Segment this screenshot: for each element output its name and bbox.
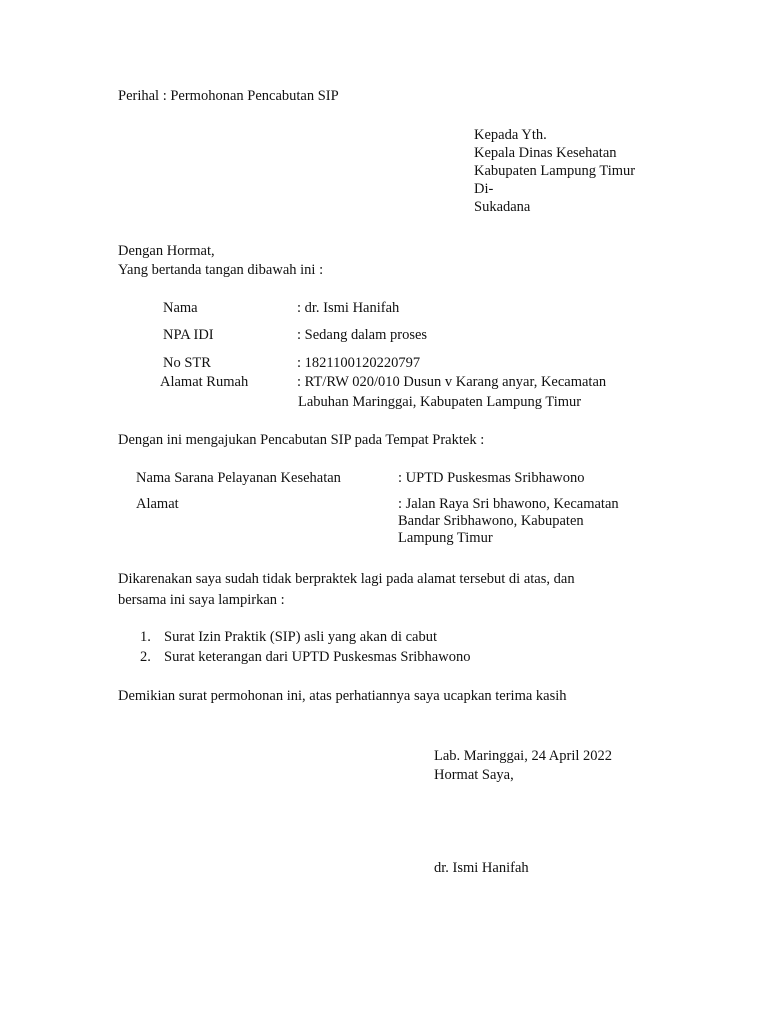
recipient-line: Sukadana <box>474 199 531 215</box>
recipient-line: Di- <box>474 181 494 197</box>
intro-text: Yang bertanda tangan dibawah ini : <box>118 262 324 278</box>
attachment-list-item <box>140 648 470 666</box>
applicant-npa-value: : Sedang dalam proses <box>297 327 428 343</box>
facility-address-line: : Jalan Raya Sri bhawono, Kecamatan <box>398 496 619 512</box>
closing-text: Demikian surat permohonan ini, atas perhatiannya saya ucapkan terima kasih <box>118 688 567 704</box>
recipient-line: Kepala Dinas Kesehatan <box>474 145 617 161</box>
subject-line: Perihal : Permohonan Pencabutan SIP <box>118 88 339 104</box>
facility-address-label: Alamat <box>136 496 179 512</box>
list-number: 1. <box>140 629 151 645</box>
reason-text: bersama ini saya lampirkan : <box>118 592 285 608</box>
applicant-str-value: : 1821100120220797 <box>297 355 421 371</box>
attachment-list-item <box>140 628 437 646</box>
facility-name-label: Nama Sarana Pelayanan Kesehatan <box>136 470 341 486</box>
applicant-npa-label: NPA IDI <box>163 327 214 343</box>
facility-address-line: Lampung Timur <box>398 530 493 546</box>
applicant-address-line: : RT/RW 020/010 Dusun v Karang anyar, Kecamatan <box>297 374 607 390</box>
recipient-line: Kabupaten Lampung Timur <box>474 163 636 179</box>
attachment-text: Surat keterangan dari UPTD Puskesmas Sribhawono <box>164 649 471 665</box>
applicant-str-label: No STR <box>163 355 211 371</box>
applicant-address-line: Labuhan Maringgai, Kabupaten Lampung Timur <box>298 394 582 410</box>
list-number: 2. <box>140 649 151 665</box>
recipient-block <box>474 126 635 216</box>
recipient-line: Kepada Yth. <box>474 127 547 143</box>
attachment-text: Surat Izin Praktik (SIP) asli yang akan di cabut <box>164 629 438 645</box>
applicant-name-label: Nama <box>163 300 198 316</box>
regards: Hormat Saya, <box>434 767 514 783</box>
applicant-name-value: : dr. Ismi Hanifah <box>297 300 400 316</box>
place-date: Lab. Maringgai, 24 April 2022 <box>434 748 613 764</box>
reason-text: Dikarenakan saya sudah tidak berpraktek lagi pada alamat tersebut di atas, dan <box>118 571 575 587</box>
facility-address-line: Bandar Sribhawono, Kabupaten <box>398 513 584 529</box>
greeting: Dengan Hormat, <box>118 243 215 259</box>
signer-name: dr. Ismi Hanifah <box>434 860 529 876</box>
request-intro: Dengan ini mengajukan Pencabutan SIP pada Tempat Praktek : <box>118 432 485 448</box>
applicant-address-label: Alamat Rumah <box>160 374 249 390</box>
facility-name-value: : UPTD Puskesmas Sribhawono <box>398 470 585 486</box>
